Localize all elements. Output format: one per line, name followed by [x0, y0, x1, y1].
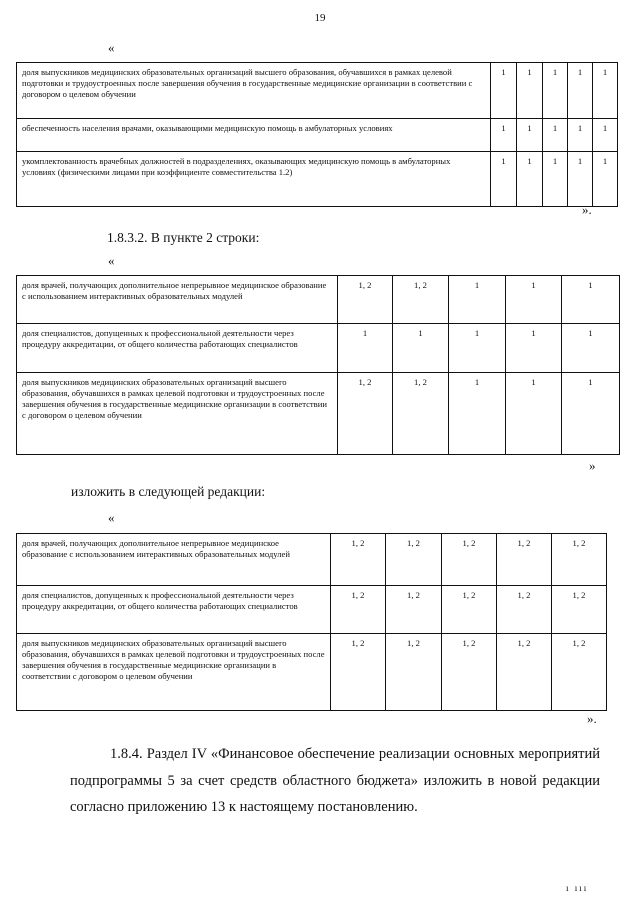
closing-quote-1: ». — [582, 202, 592, 217]
indicator-value: 1, 2 — [386, 534, 442, 586]
opening-quote-3: « — [108, 510, 115, 525]
indicator-label: доля специалистов, допущенных к профессиональной деятельности через процедуру аккредитации, от общего количества работающих специалистов — [17, 324, 338, 373]
opening-quote-1: « — [108, 40, 115, 55]
closing-quote-2: » — [589, 458, 596, 473]
table-row — [17, 373, 620, 455]
indicator-value: 1 — [506, 324, 562, 373]
indicator-value: 1 — [543, 152, 568, 207]
indicator-value: 1 — [517, 152, 543, 207]
indicator-value: 1, 2 — [497, 534, 552, 586]
indicator-value: 1, 2 — [331, 586, 386, 634]
indicator-value: 1 — [506, 373, 562, 455]
table-row — [17, 324, 620, 373]
table-row — [17, 119, 618, 152]
indicator-label: обеспеченность населения врачами, оказывающими медицинскую помощь в амбулаторных условиях — [17, 119, 491, 152]
table-row — [17, 586, 607, 634]
indicators-table-1 — [16, 62, 618, 207]
indicator-value: 1, 2 — [393, 373, 449, 455]
indicator-value: 1 — [517, 63, 543, 119]
indicator-value: 1 — [543, 63, 568, 119]
indicator-label: доля выпускников медицинских образовательных организаций высшего образования, обучавшихся в рамках целевой подготовки и трудоустроенных после завершения обучения в государственные медицинские организации в соответствии с договором о целевом обучении — [17, 373, 338, 455]
table-row — [17, 152, 618, 207]
indicator-value: 1, 2 — [338, 276, 393, 324]
section-1-8-3-2: 1.8.3.2. В пункте 2 строки: — [107, 230, 260, 245]
indicator-value: 1, 2 — [442, 634, 497, 711]
indicator-value: 1 — [449, 324, 506, 373]
indicator-label: доля врачей, получающих дополнительное непрерывное медицинское образование с использованием интерактивных образовательных модулей — [17, 534, 331, 586]
indicator-value: 1 — [449, 276, 506, 324]
indicator-value: 1, 2 — [442, 586, 497, 634]
indicator-value: 1 — [543, 119, 568, 152]
indicator-value: 1 — [593, 63, 618, 119]
indicator-value: 1, 2 — [552, 534, 607, 586]
indicator-value: 1, 2 — [331, 534, 386, 586]
footer-mark: ı ııı — [566, 883, 589, 893]
page-number: 19 — [314, 12, 326, 24]
indicator-value: 1, 2 — [331, 634, 386, 711]
indicator-value: 1 — [491, 152, 517, 207]
indicator-value: 1 — [506, 276, 562, 324]
indicator-label: доля выпускников медицинских образовательных организаций высшего образования, обучавшихся в рамках целевой подготовки и трудоустроенных после завершения обучения в государственные медицинские организации в соответствии с договором о целевом обучении — [17, 634, 331, 711]
indicator-label: укомплектованность врачебных должностей в подразделениях, оказывающих медицинскую помощь в амбулаторных условиях (физическими лицами при коэффициенте совместительства 1.2) — [17, 152, 491, 207]
indicator-value: 1 — [568, 119, 593, 152]
indicators-table-2 — [16, 275, 620, 455]
indicator-value: 1 — [568, 63, 593, 119]
indicator-value: 1 — [338, 324, 393, 373]
indicator-value: 1, 2 — [393, 276, 449, 324]
table-row — [17, 634, 607, 711]
indicator-value: 1 — [491, 63, 517, 119]
indicator-value: 1 — [517, 119, 543, 152]
indicator-value: 1, 2 — [552, 634, 607, 711]
replace-instruction: изложить в следующей редакции: — [71, 484, 266, 499]
indicator-value: 1 — [562, 373, 620, 455]
indicator-value: 1 — [393, 324, 449, 373]
section-1-8-4 — [70, 741, 600, 821]
indicator-value: 1, 2 — [442, 534, 497, 586]
indicator-value: 1, 2 — [386, 634, 442, 711]
indicator-value: 1 — [562, 324, 620, 373]
indicator-label: доля врачей, получающих дополнительное непрерывное медицинское образование с использованием интерактивных образовательных модулей — [17, 276, 338, 324]
table-row — [17, 276, 620, 324]
indicator-value: 1 — [568, 152, 593, 207]
closing-quote-3: ». — [587, 711, 597, 726]
table-row — [17, 534, 607, 586]
indicator-value: 1 — [593, 119, 618, 152]
indicator-value: 1, 2 — [552, 586, 607, 634]
indicator-value: 1, 2 — [497, 634, 552, 711]
indicator-value: 1, 2 — [497, 586, 552, 634]
indicator-value: 1, 2 — [386, 586, 442, 634]
indicator-label: доля выпускников медицинских образовательных организаций высшего образования, обучавшихся в рамках целевой подготовки и трудоустроенных после завершения обучения в государственные медицинские организации в соответствии с договором о целевом обучении — [17, 63, 491, 119]
indicator-value: 1 — [491, 119, 517, 152]
opening-quote-2: « — [108, 253, 115, 268]
section-1-8-4-text: 1.8.4. Раздел IV «Финансовое обеспечение реализации основных мероприятий подпрограммы 5 за счет средств областного бюджета» изложить в новой редакции согласно приложению 13 к настоящему постановлению. — [70, 746, 600, 815]
indicator-value: 1 — [562, 276, 620, 324]
indicator-label: доля специалистов, допущенных к профессиональной деятельности через процедуру аккредитации, от общего количества работающих специалистов — [17, 586, 331, 634]
indicator-value: 1 — [449, 373, 506, 455]
indicators-table-3 — [16, 533, 607, 711]
table-row — [17, 63, 618, 119]
indicator-value: 1, 2 — [338, 373, 393, 455]
indicator-value: 1 — [593, 152, 618, 207]
